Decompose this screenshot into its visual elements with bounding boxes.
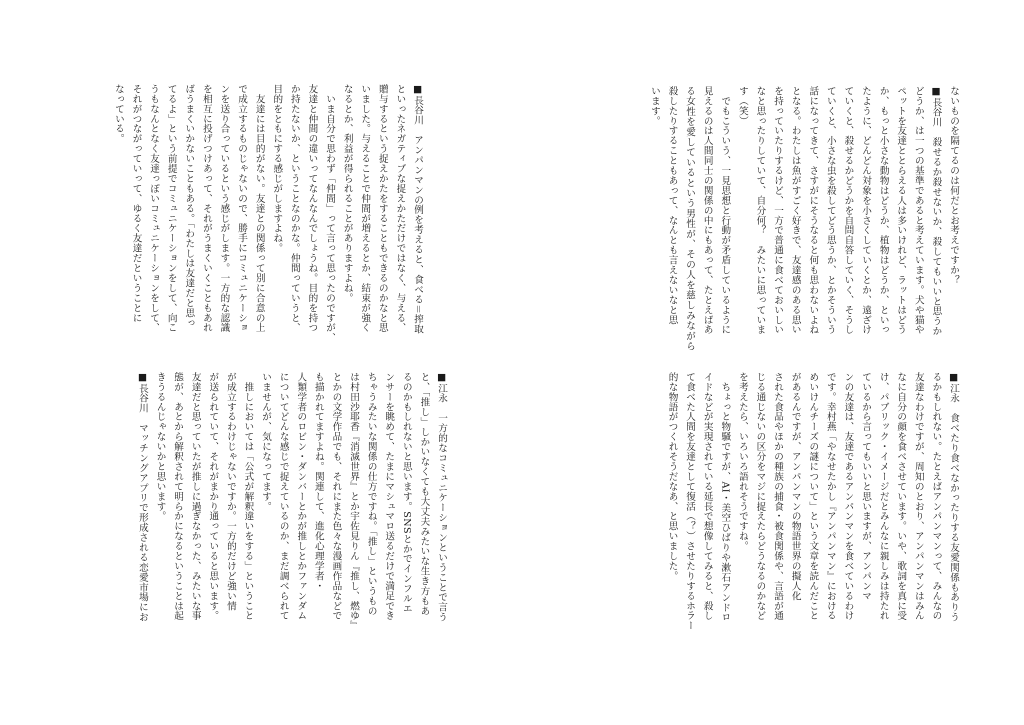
text-column: ■江永 食べたり食べなかったりする友愛関係もありう xyxy=(948,372,959,623)
text-column: ているから言ってもいいと思いますが、アンパンマ xyxy=(860,372,872,601)
text-column: うもなんとなく友達っぽいコミュニケーションをして、 xyxy=(148,84,160,333)
text-column: ■長谷川 アンパンマンの例を考えると、食べる＝搾取 xyxy=(412,84,423,335)
text-column: なに自分の顔を食べさせています。いや、歌詞を真に受 xyxy=(895,372,907,621)
text-column: ペットを友達ととらえる人は多いけれど、ラットはどう xyxy=(895,86,907,335)
text-column: が送られていて、それがまかり通っていると思います。 xyxy=(207,372,219,621)
right-page xyxy=(512,0,1024,725)
text-column: る女性を愛しているという男性が、その人を慈しみながら殺したりすることもあって、なんとも言えないなと思 xyxy=(666,86,696,351)
text-column: どうか、は一つの基準であると考えています。犬や猫や xyxy=(912,86,924,335)
text-column: された食品やほかの種族の捕食・被食関係や、言語が通 xyxy=(772,372,784,621)
text-column: ていくと、殺せるかどうかを自問自答していく、そうし xyxy=(842,86,854,335)
text-column: 見えるのは人間同士の関係の中にもあって、たとえばあ xyxy=(701,86,713,335)
text-column: 的な物語がつくれそうだなあ、と思いました。 xyxy=(666,372,678,581)
text-column: け、パブリック・イメージだとみんなに親しみは持たれ xyxy=(877,372,889,621)
text-column: じる通じないの区分をマジに捉えたらどうなるのかなど xyxy=(754,372,766,621)
right-page-top-text xyxy=(520,86,962,351)
text-column: で成立するものじゃないので、勝手にコミュニケーショ xyxy=(236,84,248,333)
text-column: それがつながっていって、ゆるく友達だということに xyxy=(130,84,142,323)
text-column: です。幸村燕「やなせたかし『アンパンマン』における xyxy=(824,372,836,621)
text-column: ンサーを眺めて、たまにマシュマロ送るだけで満足でき xyxy=(383,372,395,621)
text-column: ていくと、小さな虫を殺してどう思うか、とかそういう xyxy=(824,86,836,335)
text-column: て食べた人間を友達として復活（？）させたりするホラー xyxy=(684,372,696,631)
text-column: めいけんチーズの謎について」という文章を読んだこと xyxy=(807,372,819,621)
text-column: と、「推し」しかいなくても大丈夫みたいな生き方もあ xyxy=(418,372,430,616)
text-column: ンを送り合っているという感じがします。一方的な認識 xyxy=(218,84,230,333)
text-column: ばうまくいかないこともある。「わたしは友達だと思っ xyxy=(183,84,195,328)
text-column: 贈与するという捉えかたをすることもできるのかなと思 xyxy=(376,84,388,333)
text-column: があるんですが、アンパンマンの物語世界の擬人化 xyxy=(789,372,801,601)
text-column: イドなどが実現されている延長で想像してみると、殺し xyxy=(701,372,713,621)
text-column: 話になってきて、さすがにそうなると何も思わないよね xyxy=(807,86,819,335)
text-column: でもこういう、一見思想と行動が矛盾しているように xyxy=(719,86,731,335)
text-column: といったネガティブな捉えかただけではなく、与える、 xyxy=(394,84,406,333)
text-column: きうるんじゃないかと思います。 xyxy=(154,372,166,522)
text-column: いませんが、気になってます。 xyxy=(260,372,272,512)
text-column: ちゃうみたいな関係の仕方ですね。「推し」というもの xyxy=(365,372,377,616)
right-page-bottom-text xyxy=(652,372,962,657)
left-page-top-text xyxy=(60,84,426,350)
text-column: なっている。 xyxy=(112,84,124,144)
text-column: いま自分で思わず「仲間」って言って思ったのですが、 xyxy=(324,84,336,343)
text-column: か持たないか、ということなのかな。仲間っていうと、 xyxy=(288,84,300,333)
text-column: てるよ」という前提でコミュニケーションをして、向こ xyxy=(165,84,177,333)
text-column: なと思ったりしていて、自分何？ みたいに思っていま xyxy=(754,86,766,335)
text-column: とかの文学作品でも、それにまた色々な漫画作品などで xyxy=(330,372,342,621)
text-column: るのかもしれないと思います。SNSとかでインフルエ xyxy=(400,372,412,614)
text-column: ■江永 一方的なコミュニケーションということで言う xyxy=(436,372,447,623)
text-column: 友達と仲間の違いってなんなんでしょうね。目的を持つ xyxy=(306,84,318,333)
text-column: います。 xyxy=(648,86,660,126)
text-column: 友達だと思っていたが推しに過ぎなかった、みたいな事 xyxy=(189,372,201,621)
text-column: なるとか、利益が得られることがありますよね。 xyxy=(341,84,353,303)
text-column: るかもしれない。たとえばアンパンマンって、みんなの xyxy=(930,372,942,621)
text-column: す（笑） xyxy=(736,86,748,126)
text-column: いました。与えることで仲間が増えるとか、結束が強く xyxy=(359,84,371,333)
text-column: ■長谷川 殺せるか殺せないか、殺してもいいと思うか xyxy=(930,86,942,337)
text-column: 友達には目的がない。友達との関係って別に合意の上 xyxy=(253,84,265,333)
text-column: 推しにおいては「公式が解釈違いをする」ということ xyxy=(242,372,254,621)
text-column: 態が、あとから解釈されて明らかになるということは起 xyxy=(172,372,184,621)
text-column: たように、どんどん対象を小さくしていくとか、遠ざけ xyxy=(860,86,872,335)
text-column: ちょっと物騒ですが、AI・美空ひばりや漱石アンドロ xyxy=(719,372,731,623)
text-column: を持っていたりするけど、一方で普通に食べておいしい xyxy=(772,86,784,335)
text-column: についてどんな感じで捉えているのか、まだ調べられて xyxy=(277,372,289,621)
text-column: 人類学者のロビン・ダンバーとかが推しとかファンダム xyxy=(295,372,307,621)
text-column: か、もっと小さな動物はどうか、植物はどうか、といっ xyxy=(877,86,889,335)
text-column: が成立するわけじゃないですか。一方的だけど強い情 xyxy=(224,372,236,611)
text-column: は村田沙耶香『消滅世界』とか宇佐見りん『推し、燃ゆ』 xyxy=(348,372,360,631)
text-column: 友達なわけですが、周知のとおり、アンパンマンはみん xyxy=(912,372,924,621)
left-page-bottom-text xyxy=(60,372,450,657)
text-column: となる。わたしは魚がすごく好きで、友達感のある思い xyxy=(789,86,801,335)
text-column: も描かれてますよね。関連して、進化心理学者・ xyxy=(312,372,324,591)
text-column: を相互に投げつけあって、それがうまくいくこともあれ xyxy=(200,84,212,333)
text-column: 目的をともにする感じがしますよね。 xyxy=(271,84,283,254)
text-column: ンの友達は、友達であるアンパンマンを食べているわけ xyxy=(842,372,854,621)
text-column: ないものを隔てるのは何だとお考えですか？ xyxy=(948,86,959,285)
text-column: ■長谷川 マッチングアプリで形成される恋愛市場にお xyxy=(136,372,148,623)
text-column: を考えたら、いろいろ語れそうですね。 xyxy=(736,372,748,552)
